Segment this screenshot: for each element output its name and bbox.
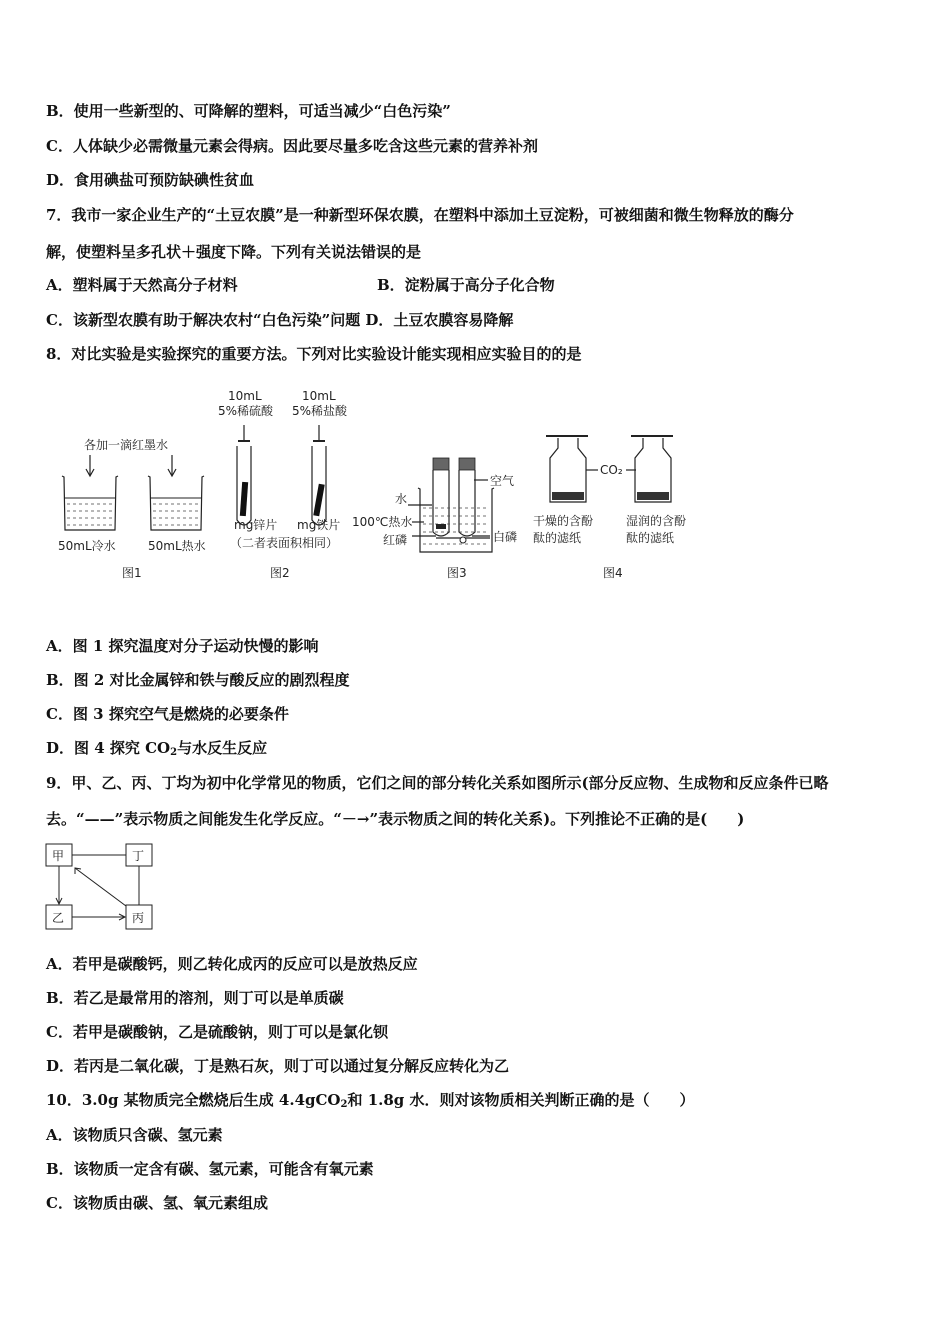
q10-subscript: 2: [340, 1099, 348, 1110]
q6-option-c: C．人体缺少必需微量元素会得病。因此要尽量多吃含这些元素的营养补剂: [46, 137, 538, 155]
q9-stem-line1: 9．甲、乙、丙、丁均为初中化学常见的物质，它们之间的部分转化关系如图所示(部分反应物、生成物和反应条件已略: [46, 774, 829, 792]
q9-option-c: C．若甲是碳酸钠，乙是硫酸钠，则丁可以是氯化钡: [46, 1023, 388, 1041]
fig2-zinc-label: mg锌片: [234, 518, 278, 532]
fig2-acid1-name: 5%稀硫酸: [218, 404, 274, 418]
q9-relation-diagram: [44, 842, 159, 934]
fig1-cold-water-label: 50mL冷水: [58, 539, 116, 553]
fig1-caption: 图1: [122, 566, 142, 580]
fig3-caption: 图3: [447, 566, 467, 580]
fig3-white-phosphorus-label: 白磷: [493, 530, 518, 544]
fig1-drop-label: 各加一滴红墨水: [84, 438, 169, 452]
fig2-note: （二者表面积相同）: [230, 536, 339, 550]
q10-option-c: C．该物质由碳、氢、氧元素组成: [46, 1194, 268, 1212]
q8-stem: 8．对比实验是实验探究的重要方法。下列对比实验设计能实现相应实验目的的是: [46, 345, 582, 363]
fig4-wet-paper-line2: 酞的滤纸: [626, 531, 675, 545]
q7-stem-line1: 7．我市一家企业生产的“土豆农膜”是一种新型环保农膜，在塑料中添加土豆淀粉，可被细菌和微生物释放的酶分: [46, 206, 794, 224]
fig2-caption: 图2: [270, 566, 290, 580]
q8-option-c: C．图 3 探究空气是燃烧的必要条件: [46, 705, 289, 723]
q8d-text-post: 与水反生反应: [177, 739, 268, 757]
q8d-text-pre: D．图 4 探究 CO: [46, 739, 171, 757]
q7-option-a: A．塑料属于天然高分子材料: [46, 276, 238, 294]
fig4-dry-paper-line1: 干燥的含酚: [533, 514, 594, 528]
fig4-dry-paper-line2: 酞的滤纸: [533, 531, 582, 545]
fig4-wet-paper-line1: 湿润的含酚: [626, 514, 687, 528]
q10-stem: [46, 1090, 695, 1115]
fig2-acid2-volume: 10mL: [302, 389, 336, 403]
q7-stem-line2: 解，使塑料呈多孔状＋强度下降。下列有关说法错误的是: [46, 243, 422, 261]
label-yi: 乙: [52, 911, 65, 925]
q10-text-pre: 10．3.0g 某物质完全燃烧后生成 4.4gCO: [46, 1091, 341, 1109]
q10-option-b: B．该物质一定含有碳、氢元素，可能含有氧元素: [46, 1160, 374, 1178]
label-bing: 丙: [132, 911, 145, 925]
q8d-subscript: 2: [170, 747, 178, 758]
q8-option-d: [46, 738, 267, 763]
q7-option-cd: C．该新型农膜有助于解决农村“白色污染”问题 D．土豆农膜容易降解: [46, 311, 514, 329]
fig4-co2-label: CO₂: [600, 463, 623, 477]
fig2-acid1-volume: 10mL: [228, 389, 262, 403]
label-jia: 甲: [52, 849, 65, 863]
q10-option-a: A．该物质只含碳、氢元素: [46, 1126, 223, 1144]
q7-option-b: B．淀粉属于高分子化合物: [377, 276, 555, 294]
fig4-caption: 图4: [603, 566, 623, 580]
q10-text-post: 和 1.8g 水．则对该物质相关判断正确的是（ ）: [347, 1091, 695, 1109]
q9-option-a: A．若甲是碳酸钙，则乙转化成丙的反应可以是放热反应: [46, 955, 418, 973]
fig2-iron-label: mg铁片: [297, 518, 341, 532]
q9-stem-line2: 去。“——”表示物质之间能发生化学反应。“－→”表示物质之间的转化关系)。下列推论不正确的是( ): [46, 810, 745, 828]
q9-option-d: D．若丙是二氧化碳，丁是熟石灰，则丁可以通过复分解反应转化为乙: [46, 1057, 510, 1075]
fig3-water-label: 水: [395, 492, 408, 506]
q8-option-b: B．图 2 对比金属锌和铁与酸反应的剧烈程度: [46, 671, 350, 689]
fig1-hot-water-label: 50mL热水: [148, 539, 206, 553]
q6-option-d: D．食用碘盐可预防缺碘性贫血: [46, 171, 255, 189]
q6-option-b: B．使用一些新型的、可降解的塑料，可适当减少“白色污染”: [46, 102, 451, 120]
fig3-red-phosphorus-label: 红磷: [383, 533, 408, 547]
fig3-hot-water-label: 100℃热水: [352, 515, 413, 529]
q8-option-a: A．图 1 探究温度对分子运动快慢的影响: [46, 637, 319, 655]
fig3-air-label: 空气: [490, 474, 515, 488]
q8-experiment-figure: [0, 380, 950, 590]
q9-option-b: B．若乙是最常用的溶剂，则丁可以是单质碳: [46, 989, 344, 1007]
fig2-acid2-name: 5%稀盐酸: [292, 404, 348, 418]
label-ding: 丁: [132, 849, 145, 863]
